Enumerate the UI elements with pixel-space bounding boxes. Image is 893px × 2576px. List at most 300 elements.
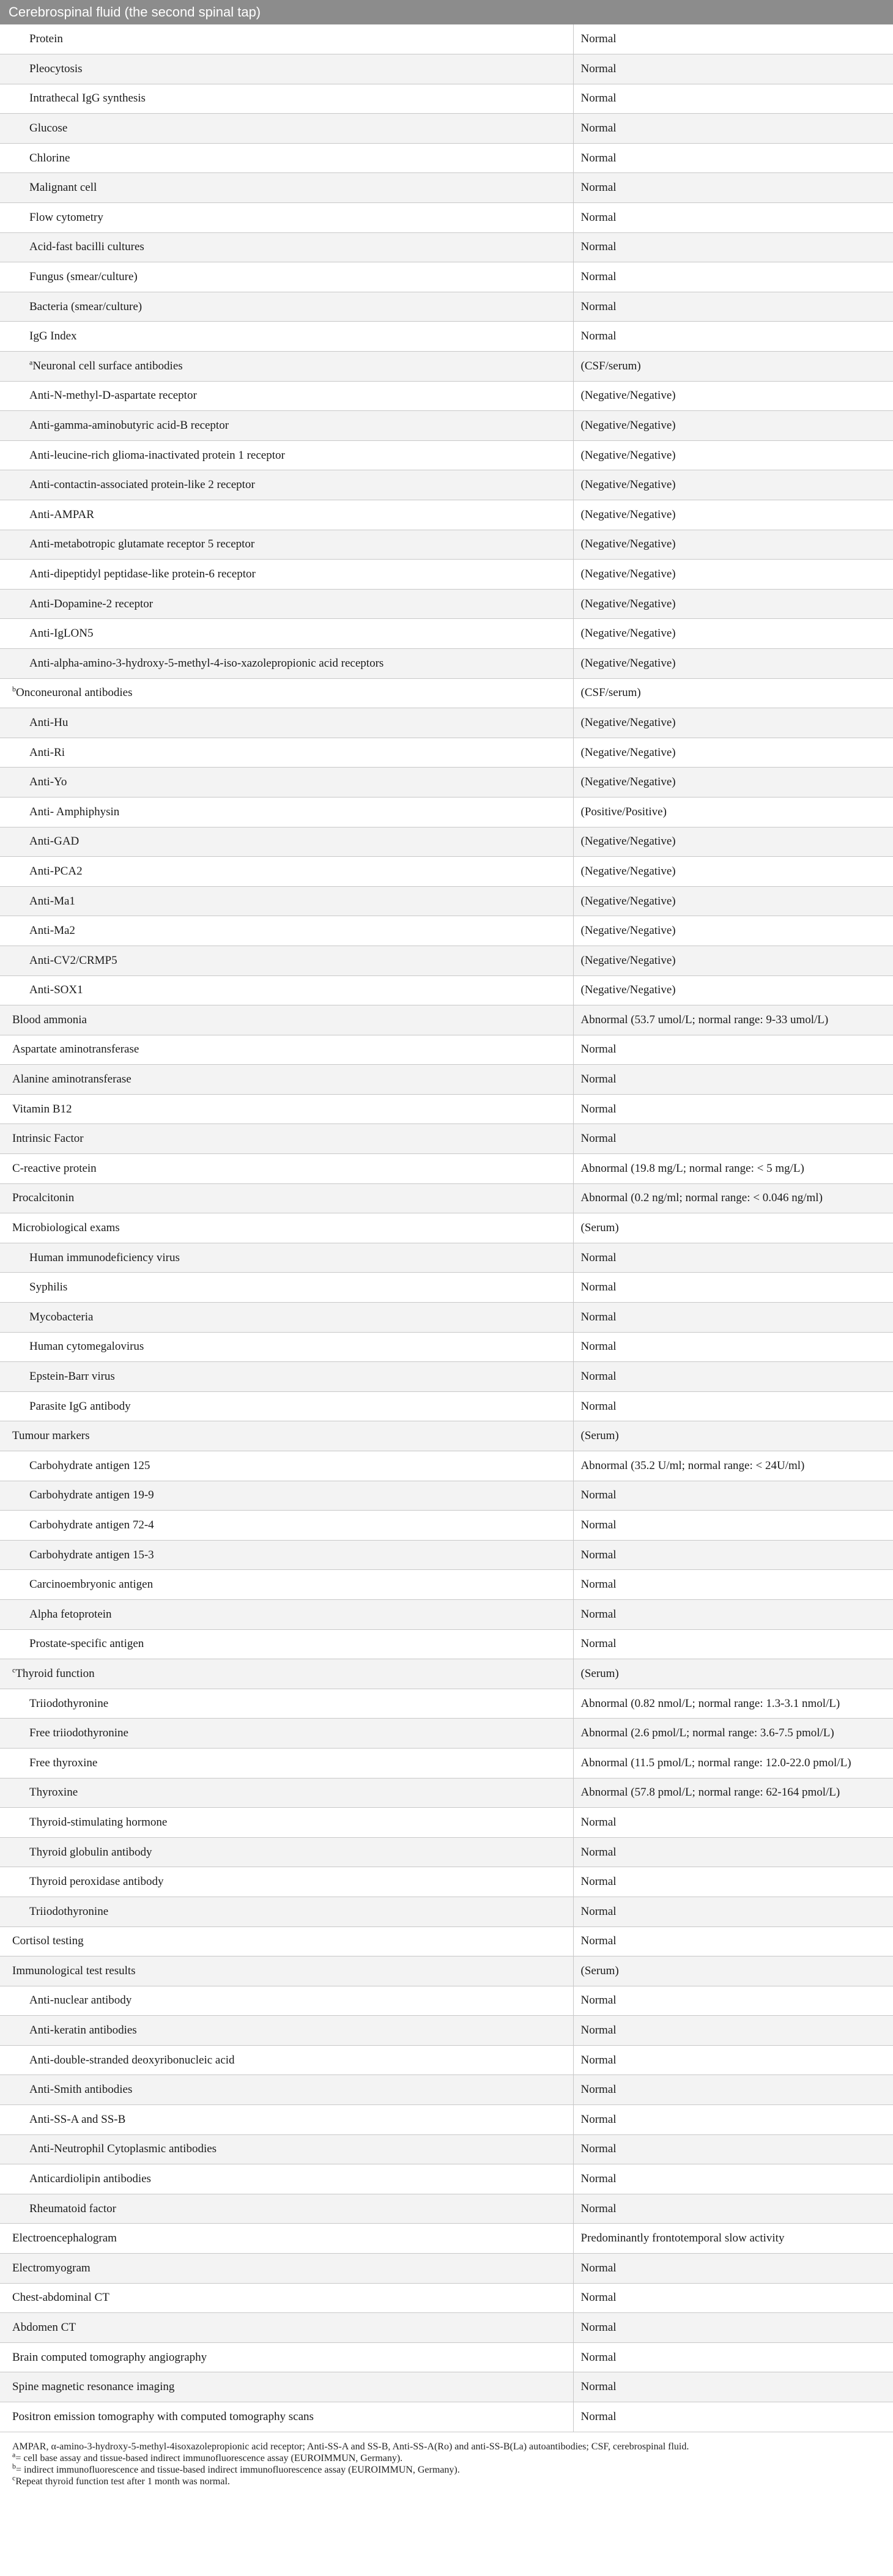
test-result-cell: Normal bbox=[573, 2075, 893, 2105]
table-row bbox=[0, 411, 893, 441]
test-result-cell: Normal bbox=[573, 1243, 893, 1273]
test-name-cell bbox=[0, 827, 573, 857]
test-name: Anti-contactin-associated protein-like 2 receptor bbox=[29, 478, 255, 492]
test-name: Protein bbox=[29, 32, 63, 46]
test-result-cell: Normal bbox=[573, 1391, 893, 1421]
test-name-cell bbox=[0, 2164, 573, 2194]
table-row bbox=[0, 1778, 893, 1808]
test-name-cell bbox=[0, 470, 573, 500]
test-result-cell: Normal bbox=[573, 262, 893, 292]
table-footnotes bbox=[0, 2432, 893, 2487]
test-name: Chlorine bbox=[29, 151, 70, 165]
test-result-cell: Normal bbox=[573, 54, 893, 84]
table-row bbox=[0, 1511, 893, 1541]
table-row bbox=[0, 768, 893, 798]
test-result-cell: (Negative/Negative) bbox=[573, 530, 893, 560]
test-name: Anti-nuclear antibody bbox=[29, 1994, 132, 2007]
test-name-cell bbox=[0, 2224, 573, 2254]
test-name: Acid-fast bacilli cultures bbox=[29, 240, 144, 254]
test-name: Onconeuronal antibodies bbox=[16, 686, 133, 700]
test-result-cell: (Negative/Negative) bbox=[573, 619, 893, 649]
test-name-cell bbox=[0, 1183, 573, 1213]
test-name-cell bbox=[0, 768, 573, 798]
test-name: Anti-alpha-amino-3-hydroxy-5-methyl-4-iso-xazolepropionic acid receptors bbox=[29, 656, 384, 670]
test-name: Carbohydrate antigen 15-3 bbox=[29, 1548, 154, 1561]
test-name: Anti-GAD bbox=[29, 835, 80, 848]
test-result-cell: Normal bbox=[573, 2254, 893, 2284]
test-name: Parasite IgG antibody bbox=[29, 1399, 131, 1413]
table-row bbox=[0, 1421, 893, 1451]
test-name-cell bbox=[0, 1540, 573, 1570]
test-name-cell bbox=[0, 1273, 573, 1303]
test-result-cell: (CSF/serum) bbox=[573, 678, 893, 708]
test-result-cell: (Serum) bbox=[573, 1956, 893, 1986]
test-name: Anti-Ma1 bbox=[29, 894, 75, 908]
test-name: Anti-SS-A and SS-B bbox=[29, 2112, 126, 2126]
table-row bbox=[0, 1481, 893, 1511]
table-row bbox=[0, 1332, 893, 1362]
test-name-cell bbox=[0, 975, 573, 1005]
footnote bbox=[12, 2464, 881, 2476]
table-row bbox=[0, 2254, 893, 2284]
test-result-cell: Normal bbox=[573, 1837, 893, 1867]
test-result-cell: (Negative/Negative) bbox=[573, 975, 893, 1005]
table-row bbox=[0, 857, 893, 887]
table-row bbox=[0, 262, 893, 292]
test-name-cell bbox=[0, 2283, 573, 2313]
test-result-cell: Abnormal (35.2 U/ml; normal range: < 24U/ml) bbox=[573, 1451, 893, 1481]
test-name-cell bbox=[0, 1689, 573, 1719]
table-row bbox=[0, 1094, 893, 1124]
test-name-cell bbox=[0, 2254, 573, 2284]
table-row bbox=[0, 500, 893, 530]
table-row bbox=[0, 322, 893, 352]
test-result-cell: Normal bbox=[573, 1867, 893, 1897]
table-row bbox=[0, 1540, 893, 1570]
table-row bbox=[0, 619, 893, 649]
table-row bbox=[0, 381, 893, 411]
table-row bbox=[0, 827, 893, 857]
test-name: Positron emission tomography with computed tomography scans bbox=[12, 2410, 314, 2423]
footnote bbox=[12, 2441, 881, 2452]
test-result-cell: Normal bbox=[573, 322, 893, 352]
table-row bbox=[0, 2075, 893, 2105]
test-name: Anti-CV2/CRMP5 bbox=[29, 953, 117, 967]
test-name-cell bbox=[0, 1332, 573, 1362]
test-name-cell bbox=[0, 173, 573, 203]
test-result-cell: (Negative/Negative) bbox=[573, 500, 893, 530]
test-result-cell: (Negative/Negative) bbox=[573, 946, 893, 975]
table-row bbox=[0, 1451, 893, 1481]
test-result-cell: (Negative/Negative) bbox=[573, 470, 893, 500]
table-row bbox=[0, 1243, 893, 1273]
test-name-cell bbox=[0, 352, 573, 382]
test-name-cell bbox=[0, 232, 573, 262]
table-row bbox=[0, 886, 893, 916]
test-result-cell: Normal bbox=[573, 1540, 893, 1570]
test-name: Alpha fetoprotein bbox=[29, 1607, 112, 1621]
table-row bbox=[0, 1154, 893, 1184]
footnote-marker: a bbox=[29, 358, 33, 367]
table-row bbox=[0, 1926, 893, 1956]
test-name: Anti- Amphiphysin bbox=[29, 805, 120, 818]
results-grid bbox=[0, 24, 893, 2432]
table-row bbox=[0, 173, 893, 203]
test-result-cell: Normal bbox=[573, 1986, 893, 2016]
table-body bbox=[0, 24, 893, 2432]
test-name-cell bbox=[0, 1986, 573, 2016]
test-result-cell: Normal bbox=[573, 203, 893, 233]
test-name-cell bbox=[0, 1421, 573, 1451]
test-name-cell bbox=[0, 560, 573, 590]
test-name-cell bbox=[0, 1570, 573, 1600]
test-name: Anti-Dopamine-2 receptor bbox=[29, 597, 154, 610]
table-row bbox=[0, 678, 893, 708]
test-name: Aspartate aminotransferase bbox=[12, 1043, 139, 1056]
table-row bbox=[0, 1570, 893, 1600]
test-name: Anti-Yo bbox=[29, 775, 67, 789]
test-name-cell bbox=[0, 857, 573, 887]
test-result-cell: Normal bbox=[573, 143, 893, 173]
table-row bbox=[0, 2045, 893, 2075]
test-name-cell bbox=[0, 886, 573, 916]
test-name: Prostate-specific antigen bbox=[29, 1637, 144, 1651]
test-result-cell: Normal bbox=[573, 1362, 893, 1392]
footnote-text: AMPAR, α-amino-3-hydroxy-5-methyl-4isoxazolepropionic acid receptor; Anti-SS-A and SS-B, Anti-SS-A(Ro) and anti-SS-B(La) autoantibodies; CSF, cerebrospinal fluid. bbox=[12, 2441, 689, 2452]
test-result-cell: Normal bbox=[573, 2342, 893, 2372]
test-name-cell bbox=[0, 322, 573, 352]
table-row bbox=[0, 352, 893, 382]
test-name: Tumour markers bbox=[12, 1429, 90, 1443]
test-result-cell: (Negative/Negative) bbox=[573, 738, 893, 768]
table-row bbox=[0, 1391, 893, 1421]
test-result-cell: Normal bbox=[573, 1926, 893, 1956]
test-name-cell bbox=[0, 2075, 573, 2105]
test-name-cell bbox=[0, 648, 573, 678]
test-name: Intrinsic Factor bbox=[12, 1132, 84, 1146]
test-result-cell: Normal bbox=[573, 2164, 893, 2194]
test-name: Carbohydrate antigen 72-4 bbox=[29, 1518, 154, 1531]
test-name-cell bbox=[0, 797, 573, 827]
test-name: Anti-dipeptidyl peptidase-like protein-6 receptor bbox=[29, 567, 256, 580]
test-name-cell bbox=[0, 946, 573, 975]
test-result-cell: Abnormal (53.7 umol/L; normal range: 9-33 umol/L) bbox=[573, 1005, 893, 1035]
table-title: Cerebrospinal fluid (the second spinal tap) bbox=[0, 0, 893, 24]
test-result-cell: (Negative/Negative) bbox=[573, 560, 893, 590]
table-row bbox=[0, 946, 893, 975]
table-row bbox=[0, 738, 893, 768]
test-result-cell: (Serum) bbox=[573, 1421, 893, 1451]
test-result-cell: Normal bbox=[573, 2372, 893, 2402]
table-row bbox=[0, 708, 893, 738]
test-result-cell: Normal bbox=[573, 1035, 893, 1065]
test-result-cell: Normal bbox=[573, 24, 893, 54]
test-name-cell bbox=[0, 292, 573, 322]
test-name-cell bbox=[0, 203, 573, 233]
test-result-cell: Abnormal (57.8 pmol/L; normal range: 62-164 pmol/L) bbox=[573, 1778, 893, 1808]
footnote-marker: c bbox=[12, 2473, 16, 2482]
test-result-cell: Predominantly frontotemporal slow activity bbox=[573, 2224, 893, 2254]
test-name: Human immunodeficiency virus bbox=[29, 1251, 180, 1264]
footnote-marker: b bbox=[12, 2462, 16, 2471]
table-row bbox=[0, 2342, 893, 2372]
test-name-cell bbox=[0, 1867, 573, 1897]
table-row bbox=[0, 2134, 893, 2164]
test-name: Anticardiolipin antibodies bbox=[29, 2172, 151, 2186]
test-name-cell bbox=[0, 84, 573, 114]
test-name: Vitamin B12 bbox=[12, 1102, 72, 1116]
test-result-cell: Normal bbox=[573, 1808, 893, 1838]
footnote bbox=[12, 2452, 881, 2464]
test-result-cell: Normal bbox=[573, 1273, 893, 1303]
table-row bbox=[0, 440, 893, 470]
test-name: Alanine aminotransferase bbox=[12, 1073, 132, 1086]
table-row bbox=[0, 2194, 893, 2224]
test-name-cell bbox=[0, 114, 573, 144]
test-name: Electroencephalogram bbox=[12, 2232, 117, 2245]
test-name: Anti-Hu bbox=[29, 716, 69, 729]
test-result-cell: Normal bbox=[573, 2105, 893, 2135]
test-result-cell: Abnormal (11.5 pmol/L; normal range: 12.0-22.0 pmol/L) bbox=[573, 1748, 893, 1778]
test-name: Glucose bbox=[29, 122, 68, 135]
test-name-cell bbox=[0, 1213, 573, 1243]
test-result-cell: (Negative/Negative) bbox=[573, 440, 893, 470]
test-name-cell bbox=[0, 2372, 573, 2402]
test-result-cell: Normal bbox=[573, 84, 893, 114]
table-row bbox=[0, 1986, 893, 2016]
test-name: Anti-SOX1 bbox=[29, 983, 83, 997]
test-name-cell bbox=[0, 589, 573, 619]
test-name-cell bbox=[0, 1005, 573, 1035]
table-row bbox=[0, 1599, 893, 1629]
test-name-cell bbox=[0, 2105, 573, 2135]
footnote-marker: c bbox=[12, 1665, 16, 1675]
test-result-cell: Normal bbox=[573, 1065, 893, 1095]
test-name-cell bbox=[0, 2016, 573, 2046]
test-name-cell bbox=[0, 24, 573, 54]
table-row bbox=[0, 1837, 893, 1867]
footnote-text: = cell base assay and tissue-based indirect immunofluorescence assay (EUROIMMUN, Germany). bbox=[15, 2452, 403, 2463]
test-name: Anti-IgLON5 bbox=[29, 627, 94, 640]
test-name: Anti-double-stranded deoxyribonucleic acid bbox=[29, 2053, 235, 2067]
test-name: Malignant cell bbox=[29, 181, 97, 194]
test-result-cell: Abnormal (0.2 ng/ml; normal range: < 0.046 ng/ml) bbox=[573, 1183, 893, 1213]
test-result-cell: Normal bbox=[573, 2194, 893, 2224]
table-row bbox=[0, 916, 893, 946]
test-result-cell: Normal bbox=[573, 1481, 893, 1511]
table-row bbox=[0, 2372, 893, 2402]
test-name-cell bbox=[0, 1748, 573, 1778]
table-row bbox=[0, 2283, 893, 2313]
test-result-cell: Normal bbox=[573, 1629, 893, 1659]
table-row bbox=[0, 1867, 893, 1897]
test-name-cell bbox=[0, 2134, 573, 2164]
test-result-cell: Normal bbox=[573, 2134, 893, 2164]
test-name-cell bbox=[0, 738, 573, 768]
test-name: Free thyroxine bbox=[29, 1756, 98, 1769]
test-name-cell bbox=[0, 1391, 573, 1421]
table-row bbox=[0, 1065, 893, 1095]
test-name: Flow cytometry bbox=[29, 210, 103, 224]
table-row bbox=[0, 2105, 893, 2135]
test-result-cell: Normal bbox=[573, 1303, 893, 1333]
test-result-cell: Abnormal (19.8 mg/L; normal range: < 5 mg/L) bbox=[573, 1154, 893, 1184]
test-name-cell bbox=[0, 1035, 573, 1065]
test-result-cell: Abnormal (0.82 nmol/L; normal range: 1.3-3.1 nmol/L) bbox=[573, 1689, 893, 1719]
test-name-cell bbox=[0, 54, 573, 84]
test-name-cell bbox=[0, 1897, 573, 1926]
test-name: IgG Index bbox=[29, 330, 77, 343]
test-name-cell bbox=[0, 1362, 573, 1392]
test-name: Pleocytosis bbox=[29, 62, 83, 75]
test-result-cell: Normal bbox=[573, 1094, 893, 1124]
test-name: Neuronal cell surface antibodies bbox=[32, 359, 183, 372]
test-result-cell: Normal bbox=[573, 1511, 893, 1541]
test-name: Blood ammonia bbox=[12, 1013, 87, 1026]
table-row bbox=[0, 1719, 893, 1749]
test-result-cell: Normal bbox=[573, 1599, 893, 1629]
table-row bbox=[0, 1897, 893, 1926]
footnote-marker: b bbox=[12, 685, 16, 694]
test-name: Electromyogram bbox=[12, 2261, 91, 2274]
test-result-cell: Normal bbox=[573, 2402, 893, 2432]
table-row bbox=[0, 2224, 893, 2254]
test-name-cell bbox=[0, 1837, 573, 1867]
test-result-cell: Normal bbox=[573, 1570, 893, 1600]
test-result-cell: Normal bbox=[573, 292, 893, 322]
table-row bbox=[0, 1213, 893, 1243]
table-row bbox=[0, 2402, 893, 2432]
table-row bbox=[0, 530, 893, 560]
test-name: Carbohydrate antigen 125 bbox=[29, 1459, 150, 1472]
test-name: Anti-metabotropic glutamate receptor 5 receptor bbox=[29, 538, 255, 551]
test-result-cell: (Positive/Positive) bbox=[573, 797, 893, 827]
table-row bbox=[0, 560, 893, 590]
table-row bbox=[0, 2016, 893, 2046]
test-name-cell bbox=[0, 1451, 573, 1481]
test-result-cell: (Serum) bbox=[573, 1213, 893, 1243]
test-result-cell: Normal bbox=[573, 1332, 893, 1362]
test-name-cell bbox=[0, 1065, 573, 1095]
test-result-cell: (Negative/Negative) bbox=[573, 857, 893, 887]
test-name: Thyroxine bbox=[29, 1786, 78, 1799]
test-name: Cortisol testing bbox=[12, 1934, 84, 1948]
test-name: Thyroid function bbox=[15, 1667, 95, 1680]
test-name-cell bbox=[0, 1808, 573, 1838]
table-row bbox=[0, 203, 893, 233]
test-name-cell bbox=[0, 2402, 573, 2432]
table-row bbox=[0, 975, 893, 1005]
table-row bbox=[0, 797, 893, 827]
test-name: Bacteria (smear/culture) bbox=[29, 300, 143, 313]
table-row bbox=[0, 1689, 893, 1719]
test-name-cell bbox=[0, 1154, 573, 1184]
test-result-cell: Normal bbox=[573, 2016, 893, 2046]
test-name-cell bbox=[0, 2313, 573, 2343]
table-row bbox=[0, 1303, 893, 1333]
test-name: Anti-gamma-aminobutyric acid-B receptor bbox=[29, 419, 229, 432]
test-name-cell bbox=[0, 1719, 573, 1749]
test-result-cell: (Negative/Negative) bbox=[573, 589, 893, 619]
test-name-cell bbox=[0, 678, 573, 708]
table-row bbox=[0, 470, 893, 500]
test-name-cell bbox=[0, 1778, 573, 1808]
test-name: C-reactive protein bbox=[12, 1161, 97, 1175]
test-name-cell bbox=[0, 2045, 573, 2075]
test-name: Anti-AMPAR bbox=[29, 508, 94, 521]
test-result-cell: (CSF/serum) bbox=[573, 352, 893, 382]
footnote-text: Repeat thyroid function test after 1 month was normal. bbox=[15, 2476, 230, 2487]
test-name-cell bbox=[0, 262, 573, 292]
test-name: Chest-abdominal CT bbox=[12, 2291, 109, 2304]
test-result-cell: (Negative/Negative) bbox=[573, 411, 893, 441]
table-row bbox=[0, 143, 893, 173]
footnote-text: = indirect immunofluorescence and tissue-based indirect immunofluorescence assay (EUROIMMUN, Germany). bbox=[16, 2464, 460, 2475]
test-name: Carbohydrate antigen 19-9 bbox=[29, 1489, 154, 1502]
test-result-cell: (Negative/Negative) bbox=[573, 886, 893, 916]
test-result-cell: (Negative/Negative) bbox=[573, 381, 893, 411]
test-result-cell: Abnormal (2.6 pmol/L; normal range: 3.6-7.5 pmol/L) bbox=[573, 1719, 893, 1749]
test-name-cell bbox=[0, 1599, 573, 1629]
test-result-cell: Normal bbox=[573, 232, 893, 262]
test-name: Thyroid globulin antibody bbox=[29, 1845, 152, 1859]
table-row bbox=[0, 1183, 893, 1213]
test-name: Anti-PCA2 bbox=[29, 864, 83, 878]
test-name-cell bbox=[0, 143, 573, 173]
table-row bbox=[0, 589, 893, 619]
table-row bbox=[0, 54, 893, 84]
table-row bbox=[0, 1956, 893, 1986]
test-name: Free triiodothyronine bbox=[29, 1727, 128, 1740]
test-name-cell bbox=[0, 1094, 573, 1124]
table-row bbox=[0, 114, 893, 144]
table-row bbox=[0, 648, 893, 678]
test-name: Anti-keratin antibodies bbox=[29, 2024, 137, 2037]
test-name: Anti-Smith antibodies bbox=[29, 2083, 133, 2097]
test-result-cell: (Negative/Negative) bbox=[573, 768, 893, 798]
table-row bbox=[0, 1362, 893, 1392]
test-name: Triiodothyronine bbox=[29, 1904, 109, 1918]
test-name-cell bbox=[0, 1659, 573, 1689]
test-name: Syphilis bbox=[29, 1281, 68, 1294]
test-name-cell bbox=[0, 619, 573, 649]
test-name: Abdomen CT bbox=[12, 2321, 76, 2334]
test-name: Microbiological exams bbox=[12, 1221, 120, 1235]
table-row bbox=[0, 292, 893, 322]
test-result-cell: Normal bbox=[573, 2283, 893, 2313]
test-name-cell bbox=[0, 530, 573, 560]
test-name: Human cytomegalovirus bbox=[29, 1340, 144, 1353]
test-result-cell: Normal bbox=[573, 1897, 893, 1926]
test-name-cell bbox=[0, 411, 573, 441]
test-result-cell: Normal bbox=[573, 1124, 893, 1154]
test-name-cell bbox=[0, 1481, 573, 1511]
test-name-cell bbox=[0, 500, 573, 530]
test-name-cell bbox=[0, 1956, 573, 1986]
footnote-marker: a bbox=[12, 2450, 16, 2459]
test-result-cell: Normal bbox=[573, 114, 893, 144]
test-name-cell bbox=[0, 1303, 573, 1333]
table-row bbox=[0, 84, 893, 114]
table-row bbox=[0, 1124, 893, 1154]
table-row bbox=[0, 24, 893, 54]
test-name-cell bbox=[0, 916, 573, 946]
test-name: Rheumatoid factor bbox=[29, 2202, 116, 2215]
test-name: Mycobacteria bbox=[29, 1310, 94, 1323]
test-result-cell: Normal bbox=[573, 2045, 893, 2075]
table-row bbox=[0, 1808, 893, 1838]
test-name: Intrathecal IgG synthesis bbox=[29, 92, 146, 105]
